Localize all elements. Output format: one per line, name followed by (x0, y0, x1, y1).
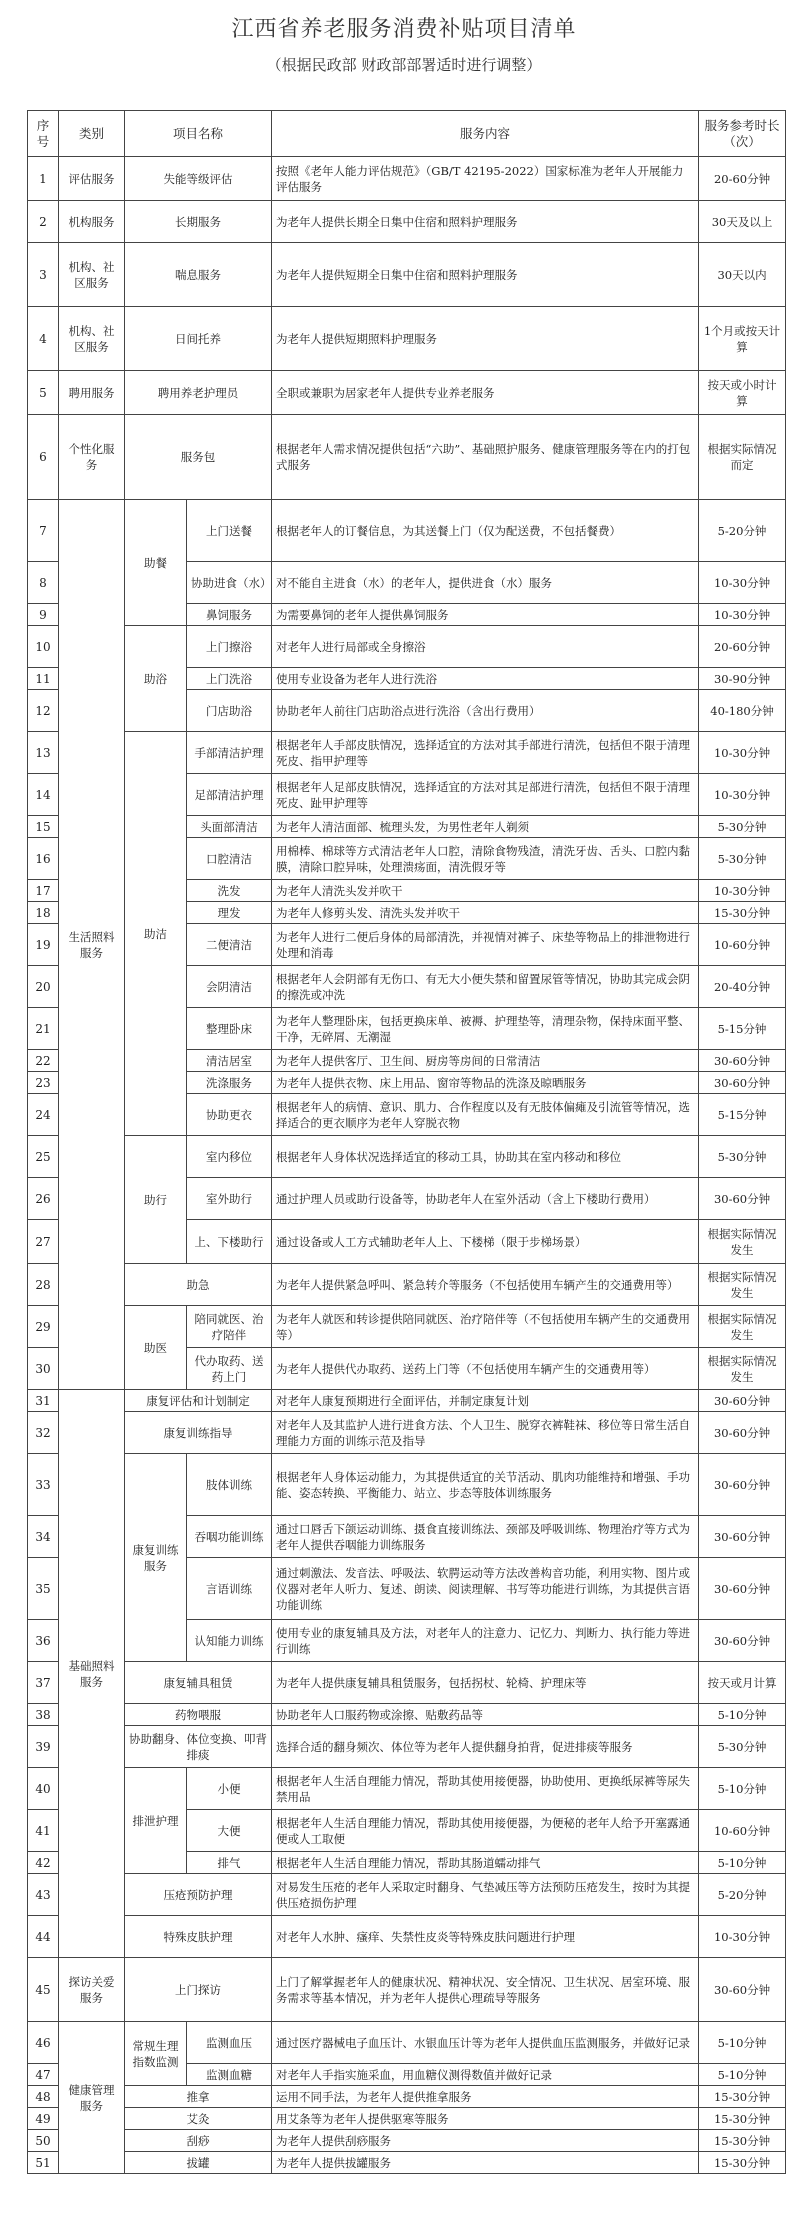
table-row: 39 协助翻身、体位变换、叩背排痰 选择合适的翻身频次、体位等为老年人提供翻身拍背，促进排痰等服务 5-30分钟 (28, 1726, 786, 1768)
group-cell: 助餐 (125, 500, 187, 626)
category-cell: 机构、社区服务 (59, 243, 125, 307)
table-row: 44 特殊皮肤护理 对老年人水肿、瘙痒、失禁性皮炎等特殊皮肤问题进行护理 10-30分钟 (28, 1916, 786, 1958)
category-cell: 机构、社区服务 (59, 307, 125, 371)
category-cell: 聘用服务 (59, 371, 125, 415)
document-subtitle: （根据民政部 财政部部署适时进行调整） (266, 56, 542, 74)
category-cell: 生活照料服务 (59, 500, 125, 1390)
table-row: 27 上、下楼助行 通过设备或人工方式辅助老年人上、下楼梯（限于步梯场景） 根据实际情况发生 (28, 1220, 786, 1264)
header-content: 服务内容 (272, 111, 699, 157)
table-row: 29 助医 陪同就医、治疗陪伴 为老年人就医和转诊提供陪同就医、治疗陪伴等（不包括使用车辆产生的交通费用等） 根据实际情况发生 (28, 1306, 786, 1348)
group-cell: 康复训练服务 (125, 1454, 187, 1662)
table-row: 42 排气 根据老年人生活自理能力情况，帮助其肠道蠕动排气 5-10分钟 (28, 1852, 786, 1874)
table-row: 14 足部清洁护理 根据老年人足部皮肤情况，选择适宜的方法对其足部进行清洗，包括但不限于清理死皮、趾甲护理等 10-30分钟 (28, 774, 786, 816)
table-row: 41 大便 根据老年人生活自理能力情况，帮助其使用接便器，为便秘的老年人给予开塞露通便或人工取便 10-60分钟 (28, 1810, 786, 1852)
table-row: 35 言语训练 通过刺激法、发音法、呼吸法、软腭运动等方法改善构音功能，利用实物、图片或仪器对老年人听力、复述、朗读、阅读理解、书写等功能进行训练，为其提供言语功能训练 30-60分钟 (28, 1558, 786, 1620)
group-cell: 助洁 (125, 732, 187, 1136)
header-item: 项目名称 (125, 111, 272, 157)
table-row: 13 助洁 手部清洁护理 根据老年人手部皮肤情况，选择适宜的方法对其手部进行清洗，包括但不限于清理死皮、指甲护理等 10-30分钟 (28, 732, 786, 774)
table-row: 12 门店助浴 协助老年人前往门店助浴点进行洗浴（含出行费用） 40-180分钟 (28, 690, 786, 732)
table-row: 19 二便清洁 为老年人进行二便后身体的局部清洗，并视情对裤子、床垫等物品上的排泄物进行处理和消毒 10-60分钟 (28, 924, 786, 966)
table-row: 16 口腔清洁 用棉棒、棉球等方式清洁老年人口腔，清除食物残渣，清洗牙齿、舌头、口腔内黏膜，清除口腔异味，处理溃疡面，清洗假牙等 5-30分钟 (28, 838, 786, 880)
table-row: 10 助浴 上门擦浴 对老年人进行局部或全身擦浴 20-60分钟 (28, 626, 786, 668)
table-row: 49 艾灸 用艾条等为老年人提供驱寒等服务 15-30分钟 (28, 2108, 786, 2130)
table-row: 3 机构、社区服务 喘息服务 为老年人提供短期全日集中住宿和照料护理服务 30天以内 (28, 243, 786, 307)
table-row: 28 助急 为老年人提供紧急呼叫、紧急转介等服务（不包括使用车辆产生的交通费用等） 根据实际情况发生 (28, 1264, 786, 1306)
subsidy-items-table (27, 110, 786, 2174)
category-cell: 个性化服务 (59, 415, 125, 500)
table-row: 22 清洁居室 为老年人提供客厅、卫生间、厨房等房间的日常清洁 30-60分钟 (28, 1050, 786, 1072)
table-header-row (28, 111, 786, 157)
table-row: 11 上门洗浴 使用专业设备为老年人进行洗浴 30-90分钟 (28, 668, 786, 690)
header-seq: 序号 (28, 111, 59, 157)
table-row: 48 推拿 运用不同手法，为老年人提供推拿服务 15-30分钟 (28, 2086, 786, 2108)
header-category: 类别 (59, 111, 125, 157)
category-cell: 健康管理服务 (59, 2022, 125, 2174)
table-row: 17 洗发 为老年人清洗头发并吹干 10-30分钟 (28, 880, 786, 902)
group-cell: 助行 (125, 1136, 187, 1264)
table-row: 1 评估服务 失能等级评估 按照《老年人能力评估规范》（GB/T 42195-2022）国家标准为老年人开展能力评估服务 20-60分钟 (28, 157, 786, 201)
table-row: 43 压疮预防护理 对易发生压疮的老年人采取定时翻身、气垫减压等方法预防压疮发生，按时为其提供压疮损伤护理 5-20分钟 (28, 1874, 786, 1916)
group-cell: 常规生理指数监测 (125, 2022, 187, 2086)
category-cell: 探访关爱服务 (59, 1958, 125, 2022)
group-cell: 助医 (125, 1306, 187, 1390)
table-row: 31 基础照料服务 康复评估和计划制定 对老年人康复预期进行全面评估，并制定康复计划 30-60分钟 (28, 1390, 786, 1412)
table-row: 34 吞咽功能训练 通过口唇舌下颌运动训练、摄食直接训练法、颈部及呼吸训练、物理治疗等方式为老年人提供吞咽能力训练服务 30-60分钟 (28, 1516, 786, 1558)
group-cell: 助浴 (125, 626, 187, 732)
table-row: 2 机构服务 长期服务 为老年人提供长期全日集中住宿和照料护理服务 30天及以上 (28, 201, 786, 243)
table-row: 9 鼻饲服务 为需要鼻饲的老年人提供鼻饲服务 10-30分钟 (28, 604, 786, 626)
document-title: 江西省养老服务消费补贴项目清单 (231, 17, 577, 42)
group-cell: 助急 (125, 1264, 272, 1306)
table-row: 50 刮痧 为老年人提供刮痧服务 15-30分钟 (28, 2130, 786, 2152)
table-row: 6 个性化服务 服务包 根据老年人需求情况提供包括“六助”、基础照护服务、健康管理服务等在内的打包式服务 根据实际情况而定 (28, 415, 786, 500)
table-row: 51 拔罐 为老年人提供拔罐服务 15-30分钟 (28, 2152, 786, 2174)
category-cell: 基础照料服务 (59, 1390, 125, 1958)
table-row: 26 室外助行 通过护理人员或助行设备等，协助老年人在室外活动（含上下楼助行费用） 30-60分钟 (28, 1178, 786, 1220)
table-row: 33 康复训练服务 肢体训练 根据老年人身体运动能力，为其提供适宜的关节活动、肌肉功能维持和增强、手功能、姿态转换、平衡能力、站立、步态等肢体训练服务 30-60分钟 (28, 1454, 786, 1516)
table-row: 18 理发 为老年人修剪头发、清洗头发并吹干 15-30分钟 (28, 902, 786, 924)
table-row: 36 认知能力训练 使用专业的康复辅具及方法，对老年人的注意力、记忆力、判断力、执行能力等进行训练 30-60分钟 (28, 1620, 786, 1662)
table-row: 38 药物喂服 协助老年人口服药物或涂擦、贴敷药品等 5-10分钟 (28, 1704, 786, 1726)
table-row: 15 头面部清洁 为老年人清洁面部、梳理头发，为男性老年人剃须 5-30分钟 (28, 816, 786, 838)
category-cell: 机构服务 (59, 201, 125, 243)
table-row: 46 健康管理服务 常规生理指数监测 监测血压 通过医疗器械电子血压计、水银血压计等为老年人提供血压监测服务，并做好记录 5-10分钟 (28, 2022, 786, 2064)
table-row: 5 聘用服务 聘用养老护理员 全职或兼职为居家老年人提供专业养老服务 按天或小时计算 (28, 371, 786, 415)
category-cell: 评估服务 (59, 157, 125, 201)
table-row: 23 洗涤服务 为老年人提供衣物、床上用品、窗帘等物品的洗涤及晾晒服务 30-60分钟 (28, 1072, 786, 1094)
table-row: 25 助行 室内移位 根据老年人身体状况选择适宜的移动工具，协助其在室内移动和移位 5-30分钟 (28, 1136, 786, 1178)
table-row: 30 代办取药、送药上门 为老年人提供代办取药、送药上门等（不包括使用车辆产生的交通费用等） 根据实际情况发生 (28, 1348, 786, 1390)
header-duration: 服务参考时长（次） (699, 111, 786, 157)
table-row: 45 探访关爱服务 上门探访 上门了解掌握老年人的健康状况、精神状况、安全情况、卫生状况、居室环境、服务需求等基本情况，并为老年人提供心理疏导等服务 30-60分钟 (28, 1958, 786, 2022)
table-row: 21 整理卧床 为老年人整理卧床，包括更换床单、被褥、护理垫等，清理杂物，保持床面平整、干净，无碎屑、无潮湿 5-15分钟 (28, 1008, 786, 1050)
table-row: 8 协助进食（水） 对不能自主进食（水）的老年人，提供进食（水）服务 10-30分钟 (28, 562, 786, 604)
table-row: 32 康复训练指导 对老年人及其监护人进行进食方法、个人卫生、脱穿衣裤鞋袜、移位等日常生活自理能力方面的训练示范及指导 30-60分钟 (28, 1412, 786, 1454)
table-row: 37 康复辅具租赁 为老年人提供康复辅具租赁服务，包括拐杖、轮椅、护理床等 按天或月计算 (28, 1662, 786, 1704)
table-row: 20 会阴清洁 根据老年人会阴部有无伤口、有无大小便失禁和留置尿管等情况，协助其完成会阴的擦洗或冲洗 20-40分钟 (28, 966, 786, 1008)
group-cell: 排泄护理 (125, 1768, 187, 1874)
table-row: 24 协助更衣 根据老年人的病情、意识、肌力、合作程度以及有无肢体偏瘫及引流管等情况，选择适合的更衣顺序为老年人穿脱衣物 5-15分钟 (28, 1094, 786, 1136)
table-row: 40 排泄护理 小便 根据老年人生活自理能力情况，帮助其使用接便器，协助使用、更换纸尿裤等尿失禁用品 5-10分钟 (28, 1768, 786, 1810)
table-row: 7 生活照料服务 助餐 上门送餐 根据老年人的订餐信息，为其送餐上门（仅为配送费，不包括餐费） 5-20分钟 (28, 500, 786, 562)
table-row: 4 机构、社区服务 日间托养 为老年人提供短期照料护理服务 1个月或按天计算 (28, 307, 786, 371)
table-row: 47 监测血糖 对老年人手指实施采血，用血糖仪测得数值并做好记录 5-10分钟 (28, 2064, 786, 2086)
